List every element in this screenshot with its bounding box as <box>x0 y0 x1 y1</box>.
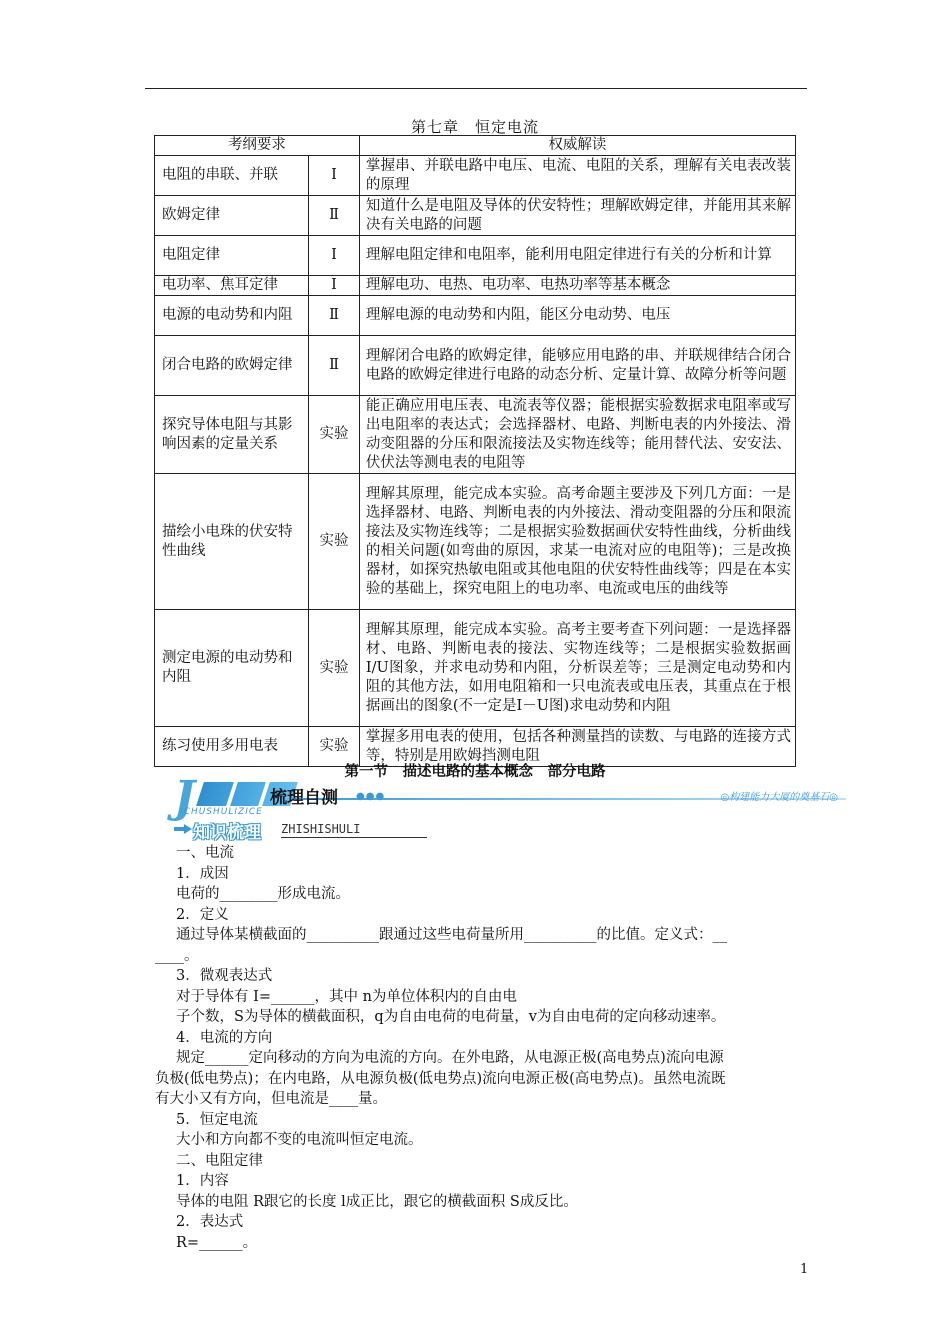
body-line: 对于导体有 I=______，其中 n为单位体积内的自由电 <box>176 988 517 1005</box>
topic-cell: 练习使用多用电表 <box>155 727 309 767</box>
body-line: 规定______定向移动的方向为电流的方向。在外电路，从电源正极(高电势点)流向电源 <box>176 1050 724 1066</box>
body-line: R=______。 <box>176 1234 258 1251</box>
level-cell: 实验 <box>309 474 360 610</box>
table-row <box>155 610 796 727</box>
description-cell: 理解电功、电热、电功率、电热功率等基本概念 <box>359 276 795 296</box>
body-line: 大小和方向都不变的电流叫恒定电流。 <box>176 1132 423 1148</box>
level-cell: Ⅰ <box>309 276 360 296</box>
body-line: 4．电流的方向 <box>176 1029 273 1046</box>
description-cell: 知道什么是电阻及导体的伏安特性；理解欧姆定律，并能用其来解决有关电路的问题 <box>359 196 795 236</box>
table-row <box>155 474 796 610</box>
description-cell: 理解闭合电路的欧姆定律，能够应用电路的串、并联规律结合闭合电路的欧姆定律进行电路的动态分析、定量计算、故障分析等问题 <box>359 336 795 396</box>
body-line: ____。 <box>155 947 199 964</box>
level-cell: Ⅱ <box>309 196 360 236</box>
body-line: 子个数，S为导体的横截面积，q为自由电荷的电荷量，v为自由电荷的定向移动速率。 <box>176 1009 726 1025</box>
body-line: 5．恒定电流 <box>176 1111 258 1128</box>
table-row <box>155 276 796 296</box>
banner-slogan: ◎构建能力大厦的奠基石◎ <box>720 792 838 803</box>
body-line: 导体的电阻 R跟它的长度 l成正比，跟它的横截面积 S成反比。 <box>176 1193 578 1210</box>
section-title: 第一节 描述电路的基本概念 部分电路 <box>344 764 606 780</box>
description-cell: 能正确应用电压表、电流表等仪器；能根据实验数据求电阻率或写出电阻率的表达式；会选择器材、电路、判断电表的内外接法、滑动变阻器的分压和限流接法及实物连线等；能用替代法、安安法、伏伏法等测电表的电阻等 <box>359 396 795 474</box>
topic-cell: 测定电源的电动势和内阻 <box>155 610 309 727</box>
topic-cell: 描绘小电珠的伏安特性曲线 <box>155 474 309 610</box>
level-cell: 实验 <box>309 727 360 767</box>
subbanner-title: 知识梳理 <box>193 823 261 843</box>
table-header-interpretation: 权威解读 <box>359 136 795 156</box>
topic-cell: 电阻的串联、并联 <box>155 156 309 196</box>
body-line: 有大小又有方向，但电流是____量。 <box>155 1091 387 1107</box>
subbanner-underline <box>281 837 427 838</box>
banner-pinyin: ICHUSHULIZICE <box>180 807 263 817</box>
level-cell: Ⅰ <box>309 156 360 196</box>
header-rule <box>145 88 807 89</box>
table-row <box>155 196 796 236</box>
table-row <box>155 336 796 396</box>
knowledge-subbanner <box>174 820 434 843</box>
level-cell: 实验 <box>309 396 360 474</box>
table-row <box>155 236 796 276</box>
body-line: 2．定义 <box>176 906 229 923</box>
chapter-title: 第七章 恒定电流 <box>410 118 539 136</box>
banner-letter: J <box>174 772 195 823</box>
topic-cell: 探究导体电阻与其影响因素的定量关系 <box>155 396 309 474</box>
description-cell: 理解电源的电动势和内阻，能区分电动势、电压 <box>359 296 795 336</box>
body-line: 负极(低电势点)；在内电路，从电源负极(低电势点)流向电源正极(高电势点)。虽然电流既 <box>155 1070 726 1087</box>
page-number: 1 <box>800 1262 809 1277</box>
description-cell: 掌握多用电表的使用，包括各种测量挡的读数、与电路的连接方式等，特别是用欧姆挡测电阻 <box>359 727 795 767</box>
body-text <box>155 843 815 1253</box>
body-line: 2．表达式 <box>176 1214 244 1230</box>
topic-cell: 电源的电动势和内阻 <box>155 296 309 336</box>
description-cell: 理解其原理，能完成本实验。高考主要考查下列问题：一是选择器材、电路、判断电表的接法、实物连线等；二是根据实验数据画 I/U图象，并求电动势和内阻，分析误差等；三是测定电动势和内阻的其他方法，如用电阻箱和一只电流表或电压表，其重点在于根据画出的图象(不一定是I－U图)求电动势和内阻 <box>359 610 795 727</box>
table-header-requirements: 考纲要求 <box>155 136 360 156</box>
topic-cell: 欧姆定律 <box>155 196 309 236</box>
table-header-row <box>155 136 796 156</box>
banner-dots: ●●● <box>356 791 386 802</box>
level-cell: 实验 <box>309 610 360 727</box>
banner-title: 梳理自测 <box>270 788 338 808</box>
table-row <box>155 296 796 336</box>
body-line: 二、电阻定律 <box>176 1152 263 1169</box>
body-line: 3．微观表达式 <box>176 968 273 984</box>
body-line: 1．成因 <box>176 865 229 882</box>
subbanner-pinyin: ZHISHISHULI <box>281 822 361 836</box>
description-cell: 理解其原理，能完成本实验。高考命题主要涉及下列几方面：一是选择器材、电路、判断电表的内外接法、滑动变阻器的分压和限流接法及实物连线等；二是根据实验数据画伏安特性曲线，分析曲线的相关问题(如弯曲的原因，求某一电流对应的电阻等)；三是改换器材，如探究热敏电阻或其他电阻的伏安特性曲线等；四是在本实验的基础上，探究电阻上的电功率、电流或电压的曲线等 <box>359 474 795 610</box>
level-cell: Ⅰ <box>309 236 360 276</box>
table-row <box>155 156 796 196</box>
description-cell: 理解电阻定律和电阻率，能利用电阻定律进行有关的分析和计算 <box>359 236 795 276</box>
topic-cell: 电阻定律 <box>155 236 309 276</box>
topic-cell: 闭合电路的欧姆定律 <box>155 336 309 396</box>
body-line: 电荷的________形成电流。 <box>176 886 350 902</box>
topic-cell: 电功率、焦耳定律 <box>155 276 309 296</box>
level-cell: Ⅱ <box>309 296 360 336</box>
table-row <box>155 396 796 474</box>
description-cell: 掌握串、并联电路中电压、电流、电阻的关系，理解有关电表改装的原理 <box>359 156 795 196</box>
table-body <box>155 156 796 767</box>
syllabus-table <box>154 135 796 767</box>
body-line: 1．内容 <box>176 1173 229 1189</box>
arrow-icon <box>174 824 192 834</box>
body-line: 通过导体某横截面的__________跟通过这些电荷量所用__________的比值。定义式：__ <box>176 927 727 943</box>
body-line: 一、电流 <box>176 845 234 861</box>
level-cell: Ⅱ <box>309 336 360 396</box>
